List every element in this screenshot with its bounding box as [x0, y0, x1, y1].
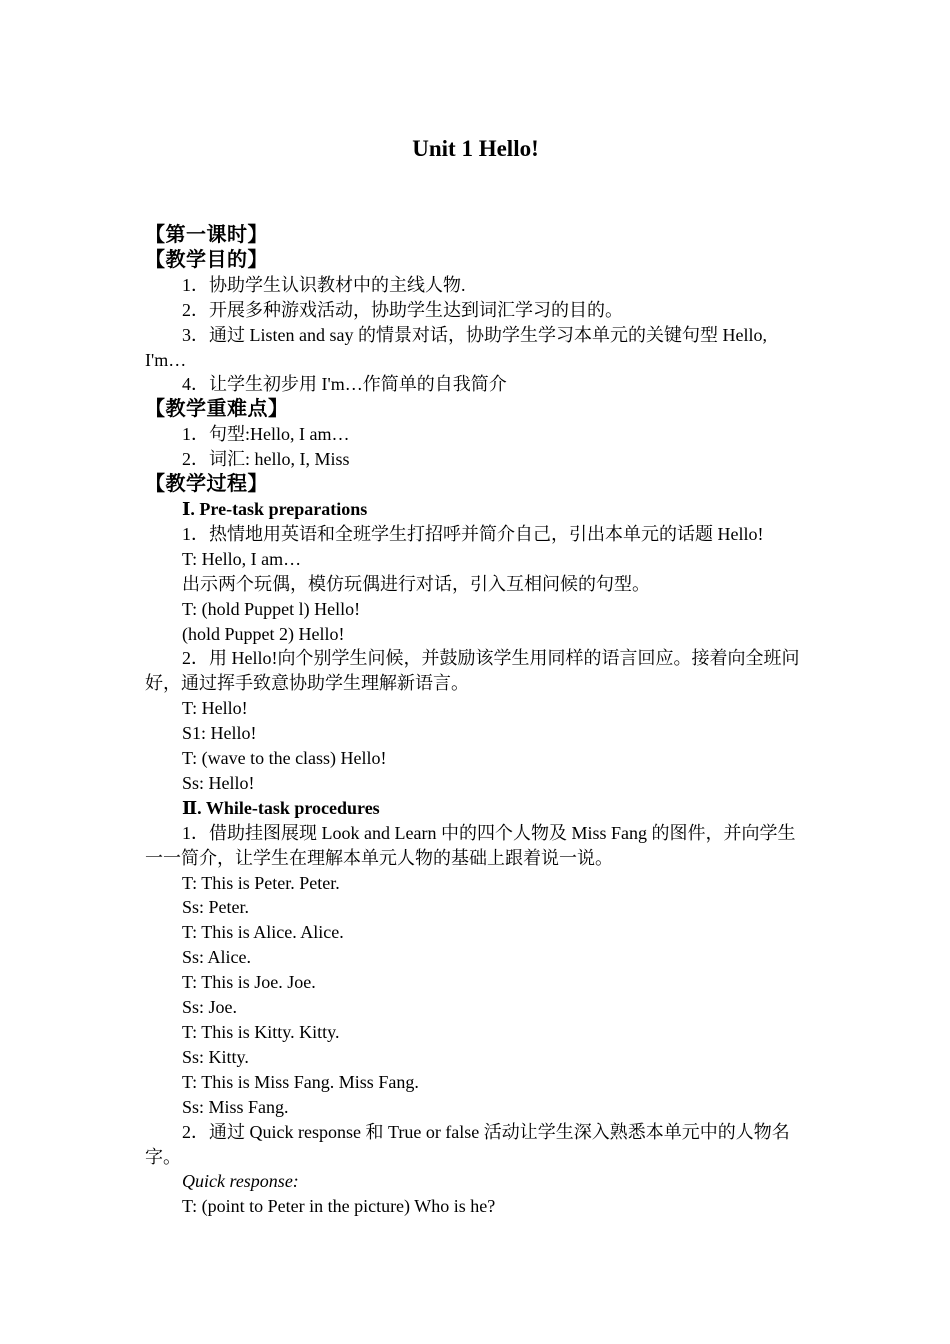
section-heading: 【教学过程】 — [145, 473, 268, 496]
italic-label: Quick response: — [182, 1171, 299, 1192]
paragraph-wrapped: 1．借助挂图展现 Look and Learn 中的四个人物及 Miss Fang 的图件，并向学生一一简介，让学生在理解本单元人物的基础上跟着说一说。 — [145, 822, 796, 868]
paragraph-line: 1．热情地用英语和全班学生打招呼并简介自己，引出本单元的话题 Hello! — [182, 523, 764, 544]
section-heading: 【教学目的】 — [145, 248, 268, 271]
paragraph-line: T: (hold Puppet l) Hello! — [182, 598, 361, 619]
subsection-heading: Ⅰ. Pre-task preparations — [182, 498, 368, 519]
paragraph-line: S1: Hello! — [182, 723, 257, 744]
paragraph-line: 1．句型:Hello, I am… — [182, 424, 350, 445]
paragraph-line: Ss: Kitty. — [182, 1046, 249, 1067]
paragraph-line: T: This is Kitty. Kitty. — [182, 1022, 340, 1042]
paragraph-line: T: Hello, I am… — [182, 548, 302, 569]
paragraph-line: 4．让学生初步用 I'm…作简单的自我简介 — [182, 374, 507, 395]
paragraph-line: Ss: Peter. — [182, 897, 250, 918]
paragraph-line: T: This is Alice. Alice. — [182, 922, 344, 943]
document-title: Unit 1 Hello! — [412, 136, 539, 161]
paragraph-wrapped: 2．用 Hello!向个别学生问候，并鼓励该学生用同样的语言回应。接着向全班问好，通过挥手致意协助学生理解新语言。 — [145, 648, 800, 694]
paragraph-line: 2．开展多种游戏活动，协助学生达到词汇学习的目的。 — [182, 299, 623, 320]
paragraph-line: 1．协助学生认识教材中的主线人物. — [182, 274, 466, 295]
paragraph-line: T: Hello! — [182, 698, 248, 719]
paragraph-line: T: This is Peter. Peter. — [182, 872, 340, 893]
paragraph-line: T: This is Miss Fang. Miss Fang. — [182, 1071, 419, 1092]
paragraph-line: Ss: Miss Fang. — [182, 1096, 289, 1117]
section-heading: 【第一课时】 — [145, 224, 268, 246]
section-heading: 【教学重难点】 — [145, 398, 289, 421]
subsection-heading: Ⅱ. While-task procedures — [182, 797, 380, 818]
document-body — [145, 223, 810, 1219]
paragraph-wrapped: 2．通过 Quick response 和 True or false 活动让学生深入熟悉本单元中的人物名字。 — [145, 1121, 790, 1167]
paragraph-line: 出示两个玩偶，模仿玩偶进行对话，引入互相问候的句型。 — [182, 573, 650, 594]
paragraph-line: T: This is Joe. Joe. — [182, 972, 316, 993]
paragraph-line: Ss: Joe. — [182, 997, 238, 1018]
paragraph-line: (hold Puppet 2) Hello! — [182, 623, 345, 644]
paragraph-line: T: (wave to the class) Hello! — [182, 748, 387, 769]
paragraph-wrapped: 3．通过 Listen and say 的情景对话，协助学生学习本单元的关键句型 Hello, I'm… — [145, 324, 767, 370]
paragraph-line: Ss: Hello! — [182, 772, 255, 793]
paragraph-line: Ss: Alice. — [182, 947, 252, 968]
paragraph-line: T: (point to Peter in the picture) Who is he? — [182, 1196, 496, 1217]
paragraph-line: 2．词汇: hello, I, Miss — [182, 449, 350, 470]
